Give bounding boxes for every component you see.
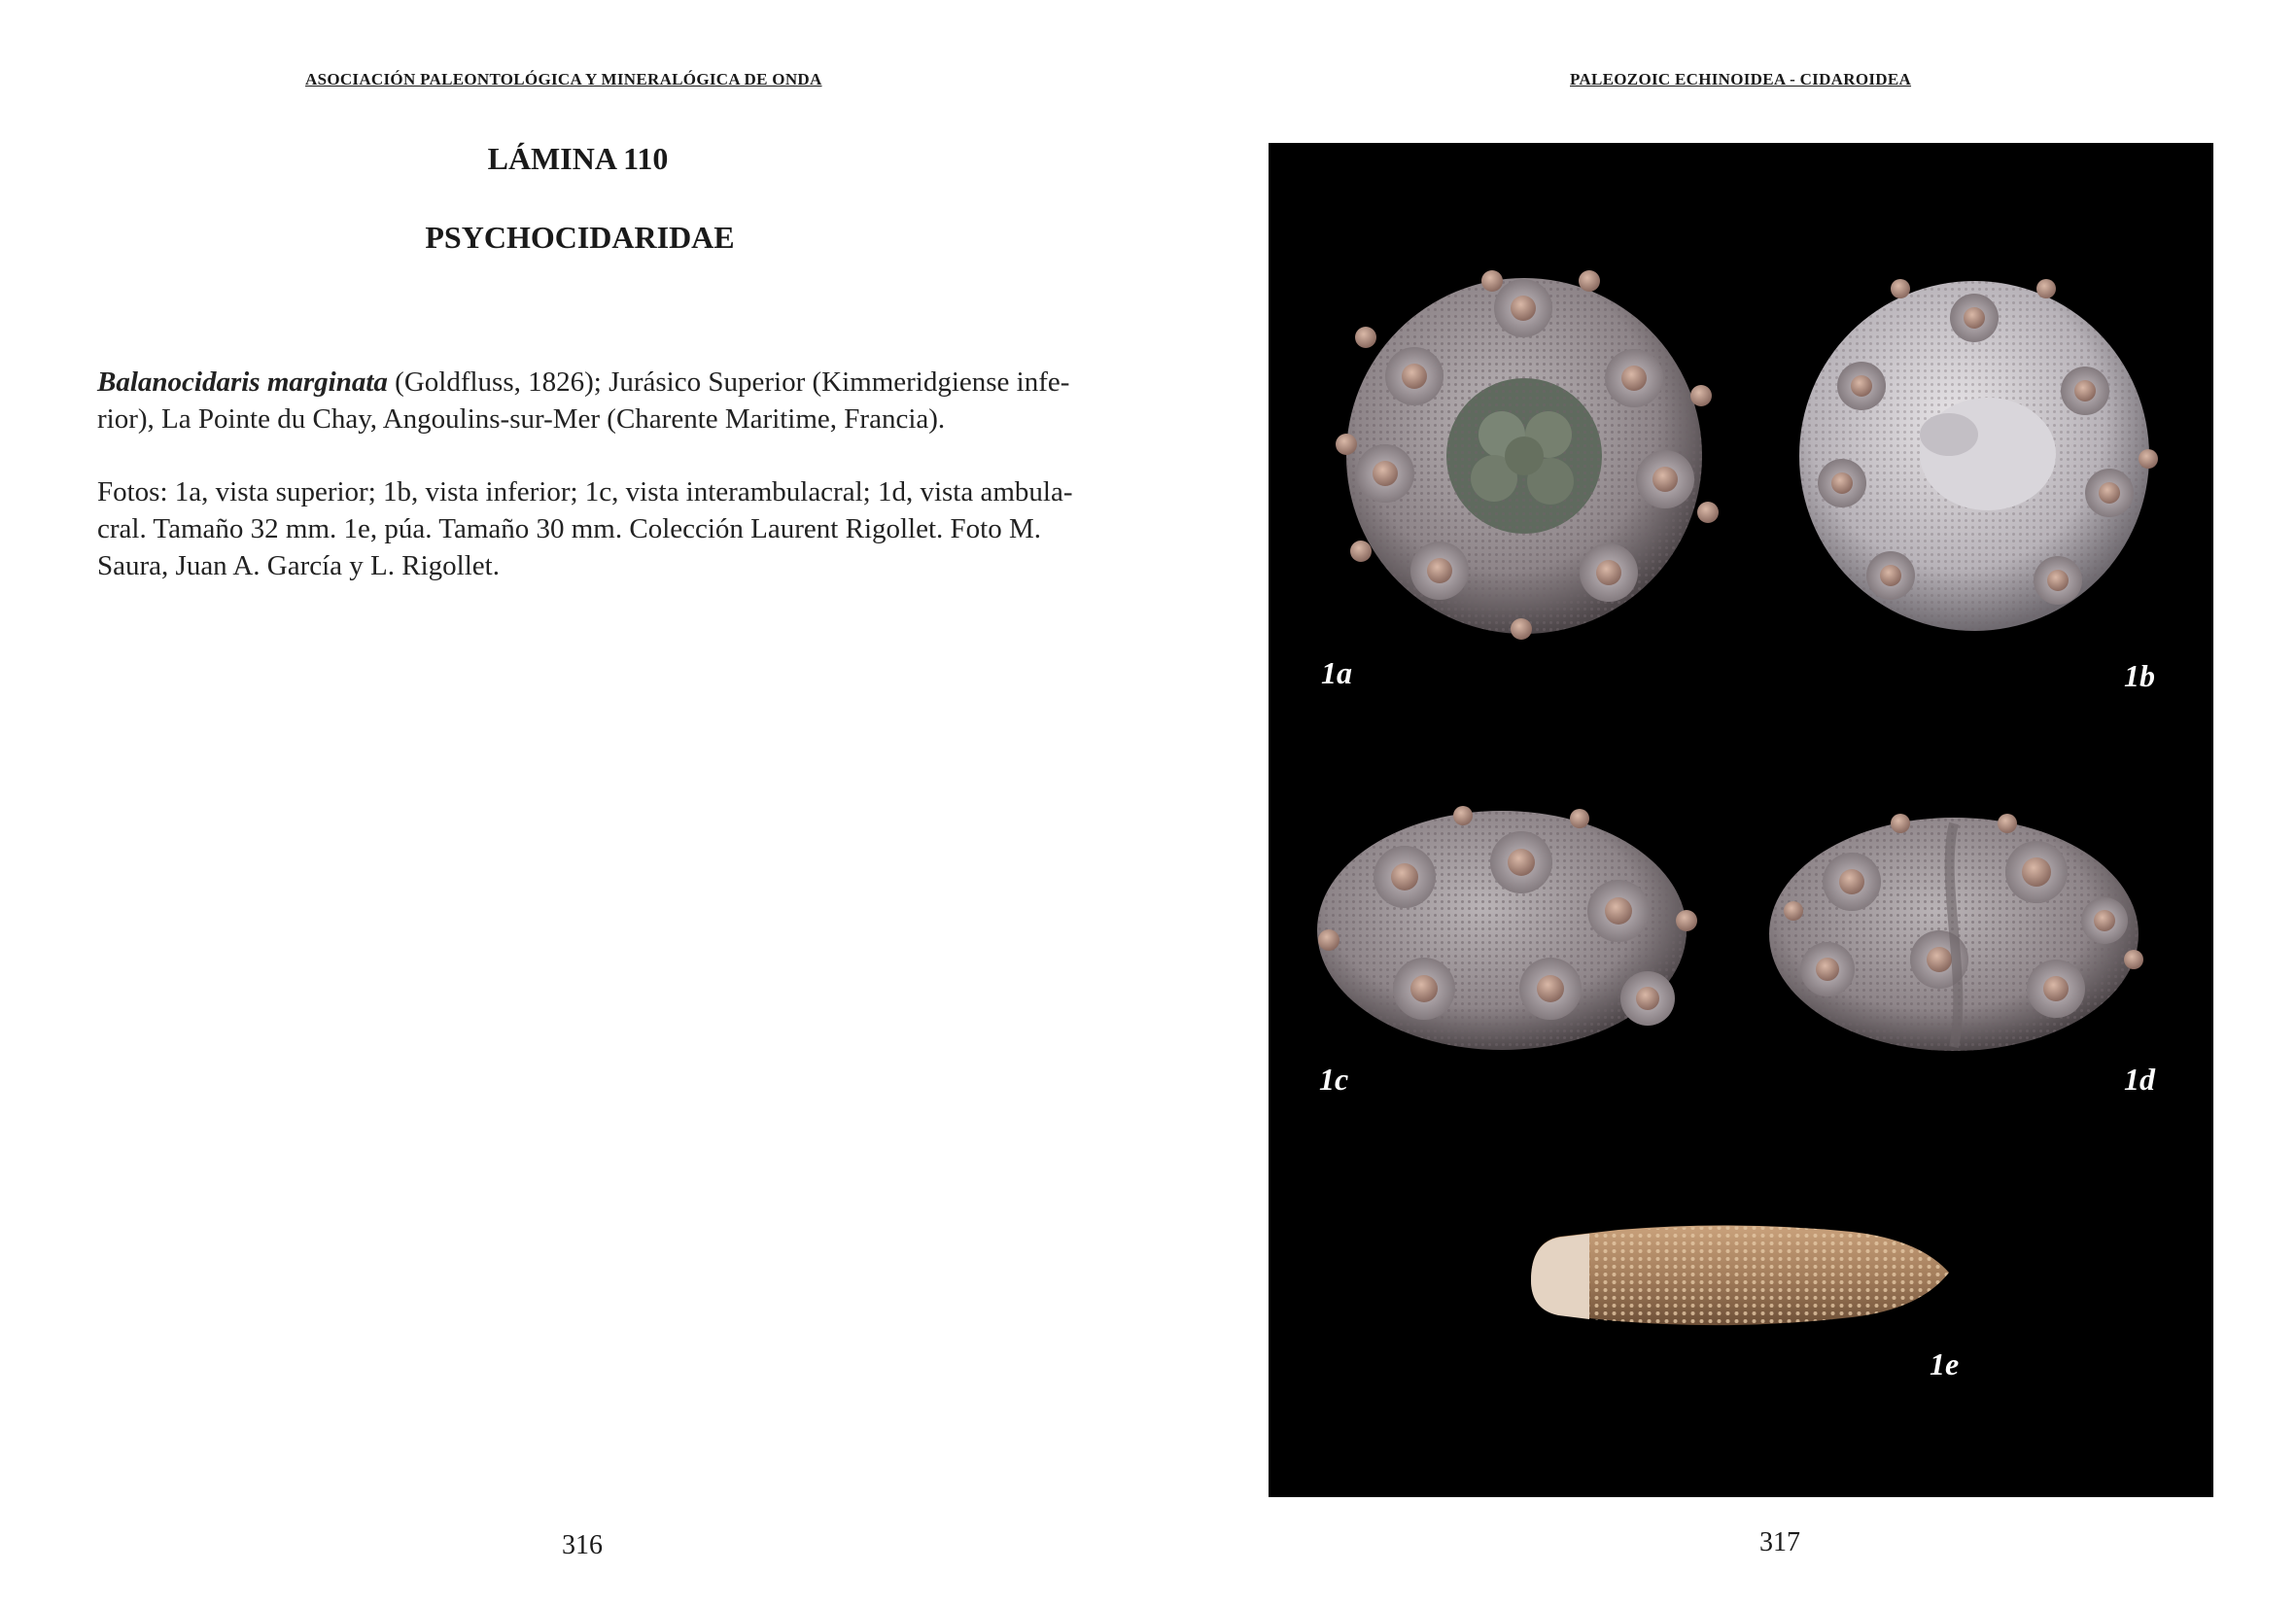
family-title: PSYCHOCIDARIDAE (425, 220, 735, 255)
photo-line-2: cral. Tamaño 32 mm. 1e, púa. Tamaño 30 mm. Colección Laurent Rigollet. Foto M. (97, 513, 1042, 544)
species-name: Balanocidaris marginata (97, 367, 388, 398)
right-page (1148, 0, 2296, 1607)
photo-1b-specimen (1799, 279, 2158, 631)
photo-1d-specimen (1769, 814, 2143, 1051)
description-line-2: rior), La Pointe du Chay, Angoulins-sur-Mer (Charente Maritime, Francia). (97, 403, 946, 435)
photo-line-3: Saura, Juan A. García y L. Rigollet. (97, 550, 500, 581)
description-line-1-rest: (Goldfluss, 1826); Jurásico Superior (Kimmeridgiense infe- (387, 367, 1070, 398)
species-description (97, 364, 1150, 437)
figure-label-1d: 1d (2124, 1062, 2155, 1097)
figure-label-1b: 1b (2124, 658, 2155, 693)
description-line-1 (97, 364, 1150, 401)
fossil-plate (1269, 143, 2213, 1497)
photo-credits (97, 473, 1150, 584)
running-header-right: PALEOZOIC ECHINOIDEA - CIDAROIDEA (1570, 70, 1912, 88)
photo-1a-specimen (1336, 270, 1719, 640)
running-header-left: ASOCIACIÓN PALEONTOLÓGICA Y MINERALÓGICA DE ONDA (305, 70, 822, 88)
figure-label-1a: 1a (1321, 655, 1352, 690)
page-number-right: 317 (1759, 1527, 1800, 1557)
photo-line-1: Fotos: 1a, vista superior; 1b, vista inferior; 1c, vista interambulacral; 1d, vista ambula- (97, 476, 1073, 507)
photo-1e-specimen (1531, 1225, 1949, 1325)
plate-title: LÁMINA 110 (487, 141, 669, 176)
figure-label-1c: 1c (1319, 1062, 1349, 1097)
photo-1c-specimen (1317, 806, 1697, 1050)
figure-label-1e: 1e (1930, 1346, 1960, 1381)
page-number-left: 316 (562, 1530, 603, 1560)
plate-photos (1269, 143, 2213, 1497)
